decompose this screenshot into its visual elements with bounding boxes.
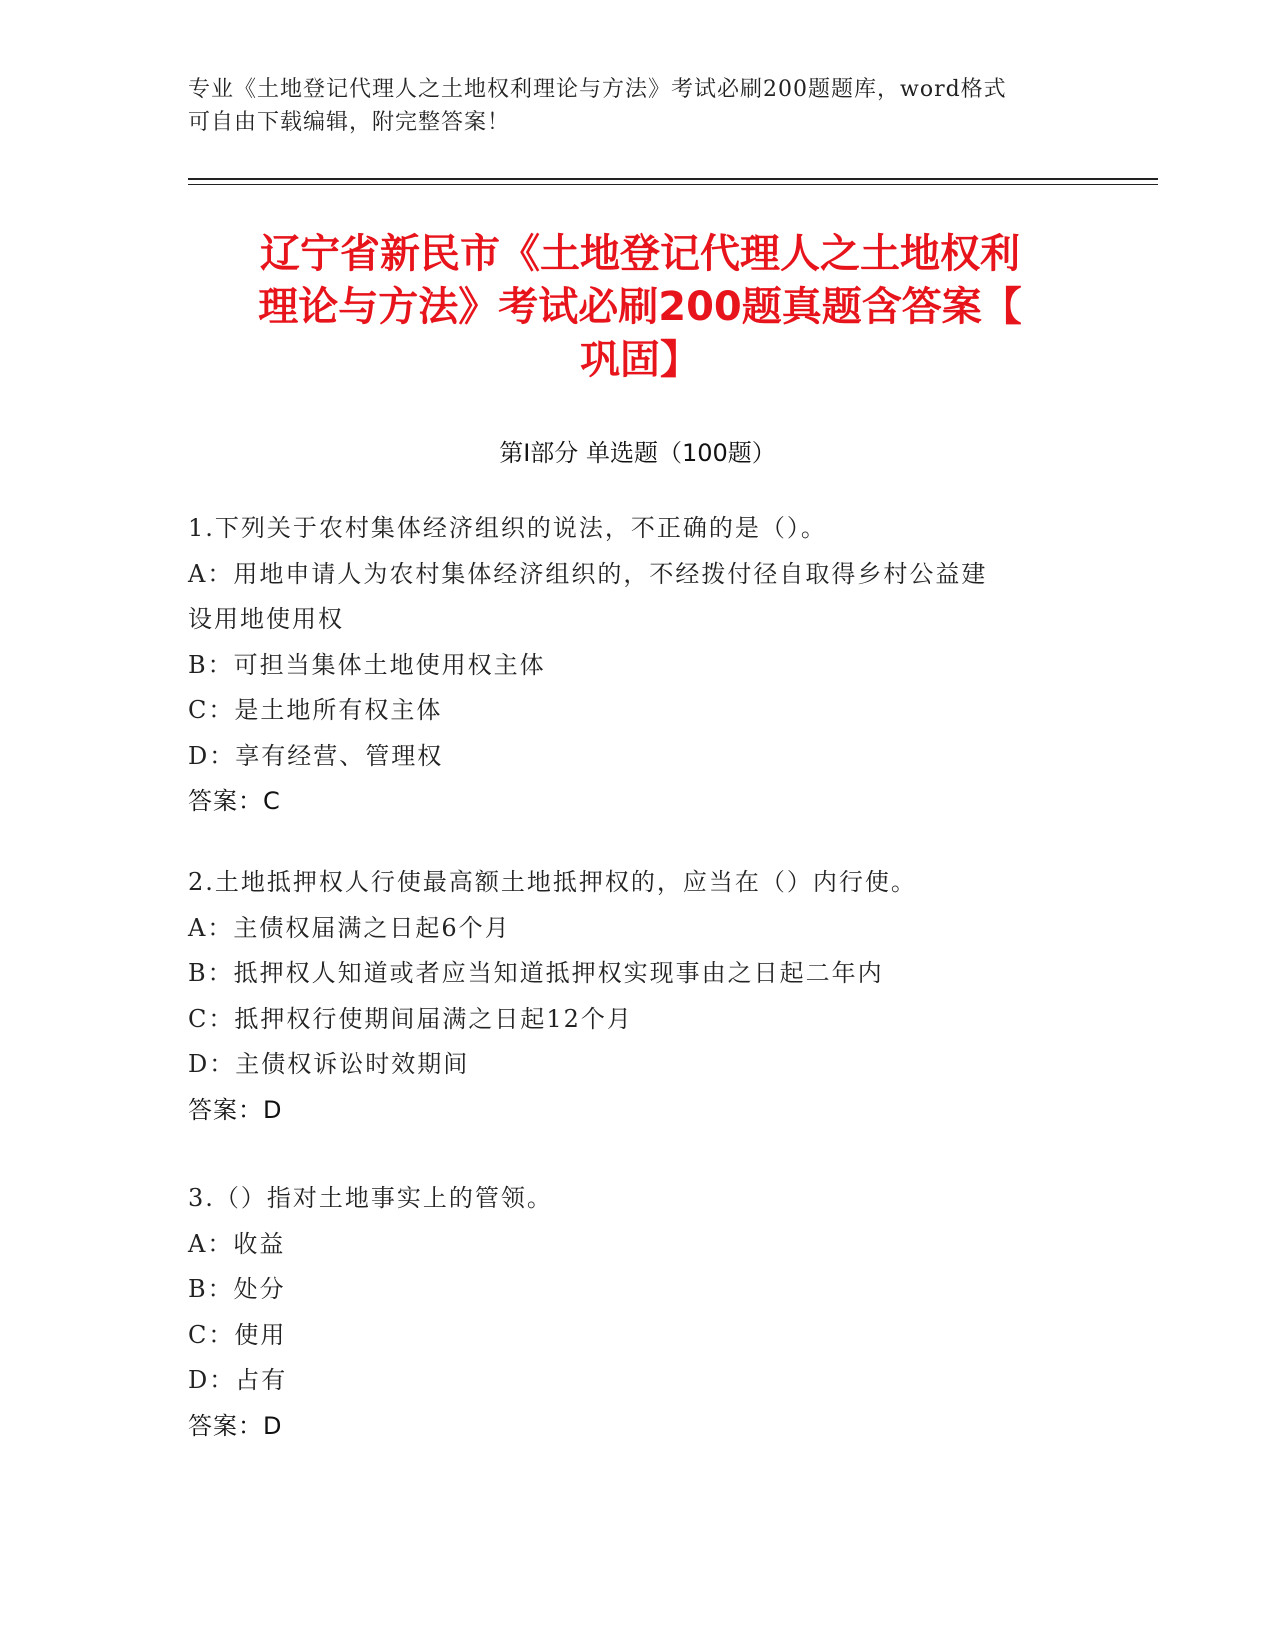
option-c: C：使用: [188, 1320, 287, 1349]
section-title: 第Ⅰ部分 单选题（100题）: [499, 439, 776, 467]
option-c: C：抵押权行使期间届满之日起12个月: [188, 1004, 633, 1033]
title-line: 巩固】: [580, 337, 700, 383]
header-note-line: 可自由下载编辑，附完整答案！: [188, 110, 511, 135]
header-note: [188, 73, 1068, 139]
option-d: D：享有经营、管理权: [188, 741, 444, 770]
option-a: A：收益: [188, 1229, 286, 1258]
answer: 答案：C: [188, 787, 281, 815]
answer: 答案：D: [188, 1411, 283, 1440]
option-d: D：主债权诉讼时效期间: [188, 1050, 470, 1078]
question-3: [188, 1176, 1088, 1449]
question-2: [188, 860, 1088, 1133]
header-divider-thick: [188, 178, 1158, 180]
title-line: 辽宁省新民市《土地登记代理人之土地权利: [260, 231, 1020, 277]
title-line: 理论与方法》考试必刷200题真题含答案【: [258, 284, 1022, 330]
option-c: C：是土地所有权主体: [188, 696, 443, 724]
header-note-line: 专业《土地登记代理人之土地权利理论与方法》考试必刷200题题库，word格式: [188, 77, 1007, 102]
question-stem: 2.土地抵押权人行使最高额土地抵押权的，应当在（）内行使。: [188, 868, 917, 896]
answer: 答案：D: [188, 1095, 283, 1124]
header-divider-thin: [188, 184, 1158, 185]
option-b: B：可担当集体土地使用权主体: [188, 650, 546, 679]
option-a: A：用地申请人为农村集体经济组织的，不经拨付径自取得乡村公益建: [188, 559, 988, 588]
question-1: [188, 506, 1088, 825]
option-a-continued: 设用地使用权: [188, 605, 344, 633]
option-a: A：主债权届满之日起6个月: [188, 913, 511, 942]
option-d: D：占有: [188, 1366, 288, 1394]
question-stem: 1.下列关于农村集体经济组织的说法，不正确的是（）。: [188, 514, 827, 542]
document-title: [190, 228, 1090, 387]
option-b: B：处分: [188, 1275, 286, 1303]
option-b: B：抵押权人知道或者应当知道抵押权实现事由之日起二年内: [188, 959, 884, 987]
question-stem: 3.（）指对土地事实上的管领。: [188, 1184, 553, 1212]
